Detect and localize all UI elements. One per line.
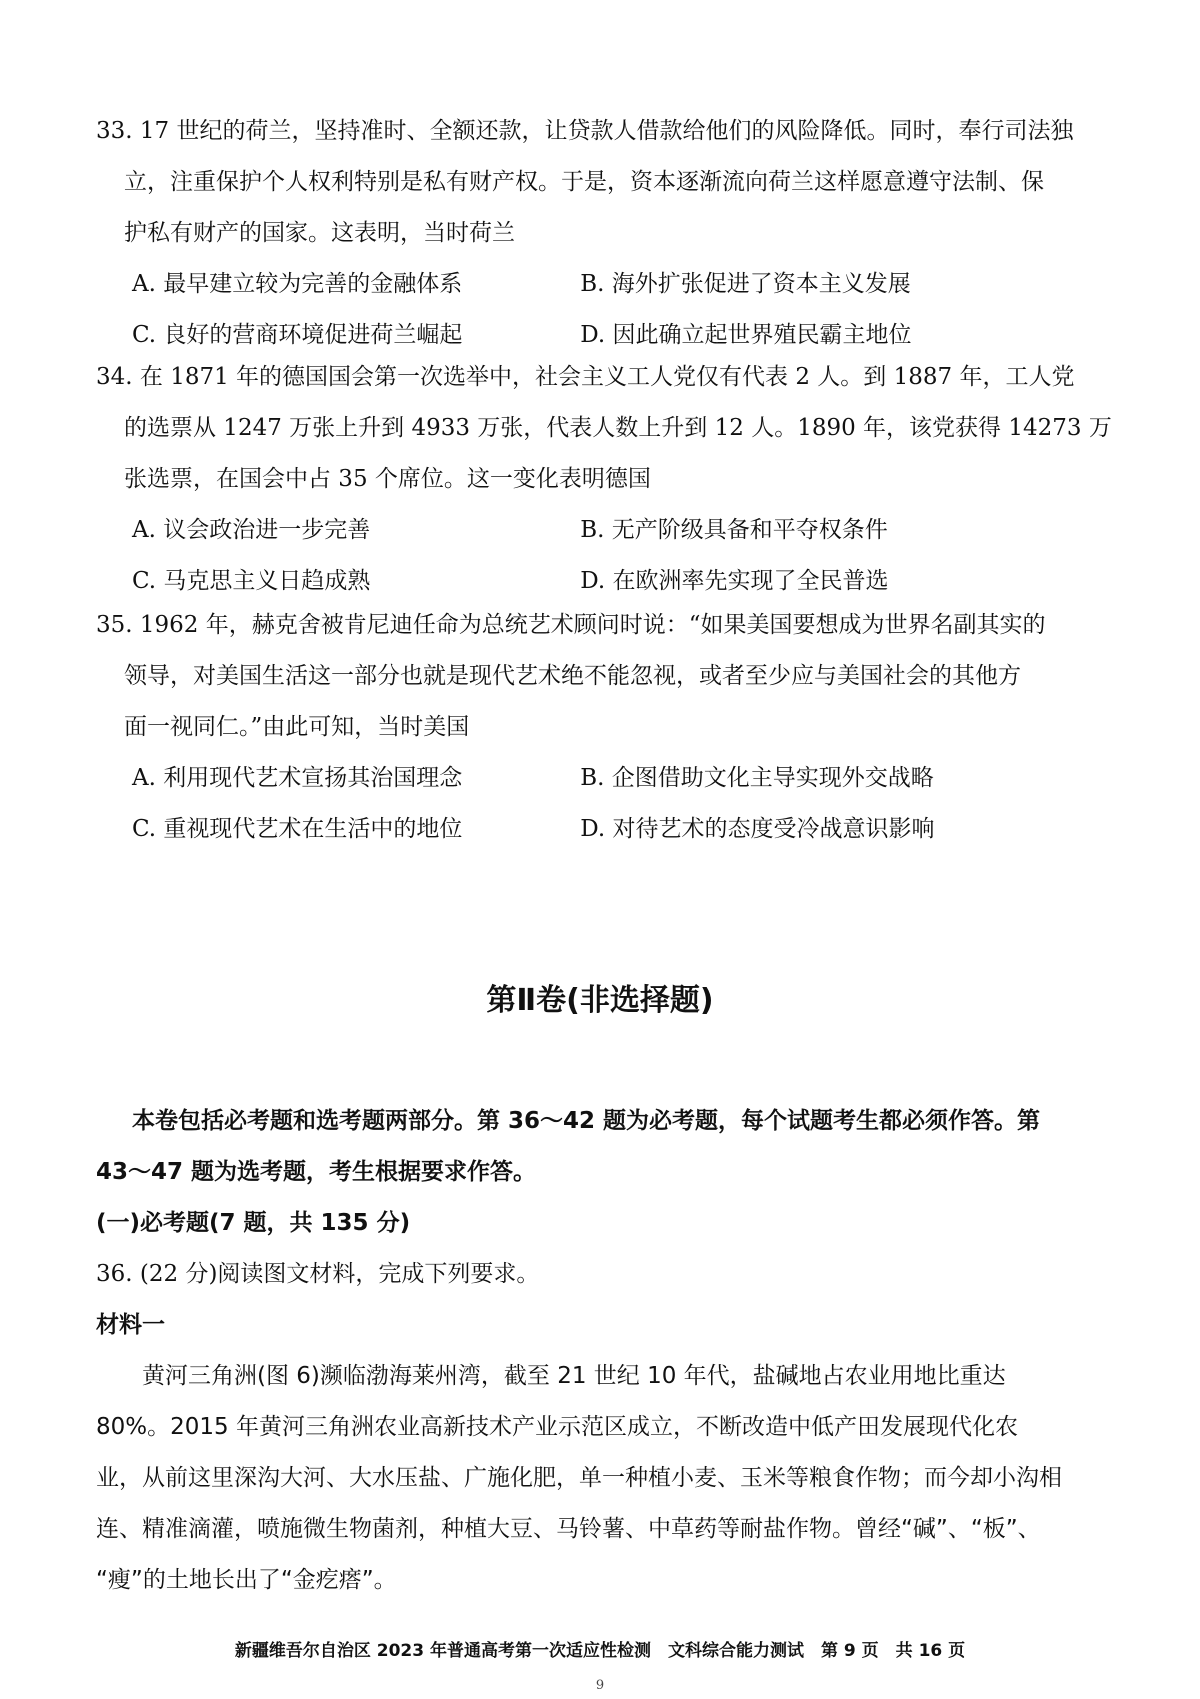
options-row bbox=[96, 804, 1126, 855]
option-a: A. 利用现代艺术宣扬其治国理念 bbox=[132, 765, 463, 791]
option-d: D. 对待艺术的态度受冷战意识影响 bbox=[580, 816, 935, 842]
section-title: 第Ⅱ卷(非选择题) bbox=[486, 983, 714, 1018]
question-34 bbox=[96, 352, 1126, 607]
intro-line: 43～47 题为选考题，考生根据要求作答。 bbox=[96, 1159, 537, 1185]
question-36-heading: 36. (22 分)阅读图文材料，完成下列要求。 bbox=[96, 1261, 540, 1287]
option-d: D. 因此确立起世界殖民霸主地位 bbox=[580, 322, 912, 348]
option-d: D. 在欧洲率先实现了全民普选 bbox=[580, 568, 889, 594]
question-text-line: 张选票，在国会中占 35 个席位。这一变化表明德国 bbox=[124, 466, 651, 492]
intro-line: 本卷包括必考题和选考题两部分。第 36～42 题为必考题，每个试题考生都必须作答。第 bbox=[132, 1108, 1041, 1134]
question-text-line: 33. 17 世纪的荷兰，坚持准时、全额还款，让贷款人借款给他们的风险降低。同时，奉行司法独 bbox=[96, 118, 1074, 144]
question-text-line: 领导，对美国生活这一部分也就是现代艺术绝不能忽视，或者至少应与美国社会的其他方 bbox=[124, 663, 1021, 689]
options-row bbox=[96, 505, 1126, 556]
option-c: C. 马克思主义日趋成熟 bbox=[132, 568, 371, 594]
material-line: 连、精准滴灌，喷施微生物菌剂，种植大豆、马铃薯、中草药等耐盐作物。曾经“碱”、“板”、 bbox=[96, 1516, 1041, 1542]
material-line: 80%。2015 年黄河三角洲农业高新技术产业示范区成立，不断改造中低产田发展现代化农 bbox=[96, 1414, 1018, 1440]
options-row bbox=[96, 259, 1126, 310]
material-one bbox=[96, 1351, 1126, 1606]
option-c: C. 重视现代艺术在生活中的地位 bbox=[132, 816, 463, 842]
question-text-line: 35. 1962 年，赫克舍被肯尼迪任命为总统艺术顾问时说：“如果美国要想成为世界名副其实的 bbox=[96, 612, 1046, 638]
part-heading: (一)必考题(7 题，共 135 分) bbox=[96, 1210, 411, 1236]
question-35 bbox=[96, 600, 1126, 855]
option-a: A. 议会政治进一步完善 bbox=[132, 517, 371, 543]
question-33 bbox=[96, 106, 1126, 361]
option-a: A. 最早建立较为完善的金融体系 bbox=[132, 271, 463, 297]
material-label: 材料一 bbox=[96, 1312, 165, 1338]
option-c: C. 良好的营商环境促进荷兰崛起 bbox=[132, 322, 463, 348]
question-text-line: 护私有财产的国家。这表明，当时荷兰 bbox=[124, 220, 515, 246]
material-line: 业，从前这里深沟大河、大水压盐、广施化肥，单一种植小麦、玉米等粮食作物；而今却小沟相 bbox=[96, 1465, 1062, 1491]
option-b: B. 无产阶级具备和平夺权条件 bbox=[580, 517, 888, 543]
page-number: 9 bbox=[595, 1678, 605, 1693]
option-b: B. 海外扩张促进了资本主义发展 bbox=[580, 271, 911, 297]
option-b: B. 企图借助文化主导实现外交战略 bbox=[580, 765, 934, 791]
section-intro bbox=[96, 1096, 1126, 1351]
question-text-line: 立，注重保护个人权利特别是私有财产权。于是，资本逐渐流向荷兰这样愿意遵守法制、保 bbox=[124, 169, 1044, 195]
page-footer: 新疆维吾尔自治区 2023 年普通高考第一次适应性检测 文科综合能力测试 第 9 页 共 16 页 bbox=[234, 1641, 966, 1661]
material-line: “瘦”的土地长出了“金疙瘩”。 bbox=[96, 1567, 397, 1593]
material-line: 黄河三角洲(图 6)濒临渤海莱州湾，截至 21 世纪 10 年代，盐碱地占农业用地比重达 bbox=[142, 1363, 1006, 1389]
question-text-line: 面一视同仁。”由此可知，当时美国 bbox=[124, 714, 470, 740]
question-text-line: 34. 在 1871 年的德国国会第一次选举中，社会主义工人党仅有代表 2 人。到 1887 年，工人党 bbox=[96, 364, 1075, 390]
options-row bbox=[96, 753, 1126, 804]
question-text-line: 的选票从 1247 万张上升到 4933 万张，代表人数上升到 12 人。1890 年，该党获得 14273 万 bbox=[124, 415, 1112, 441]
